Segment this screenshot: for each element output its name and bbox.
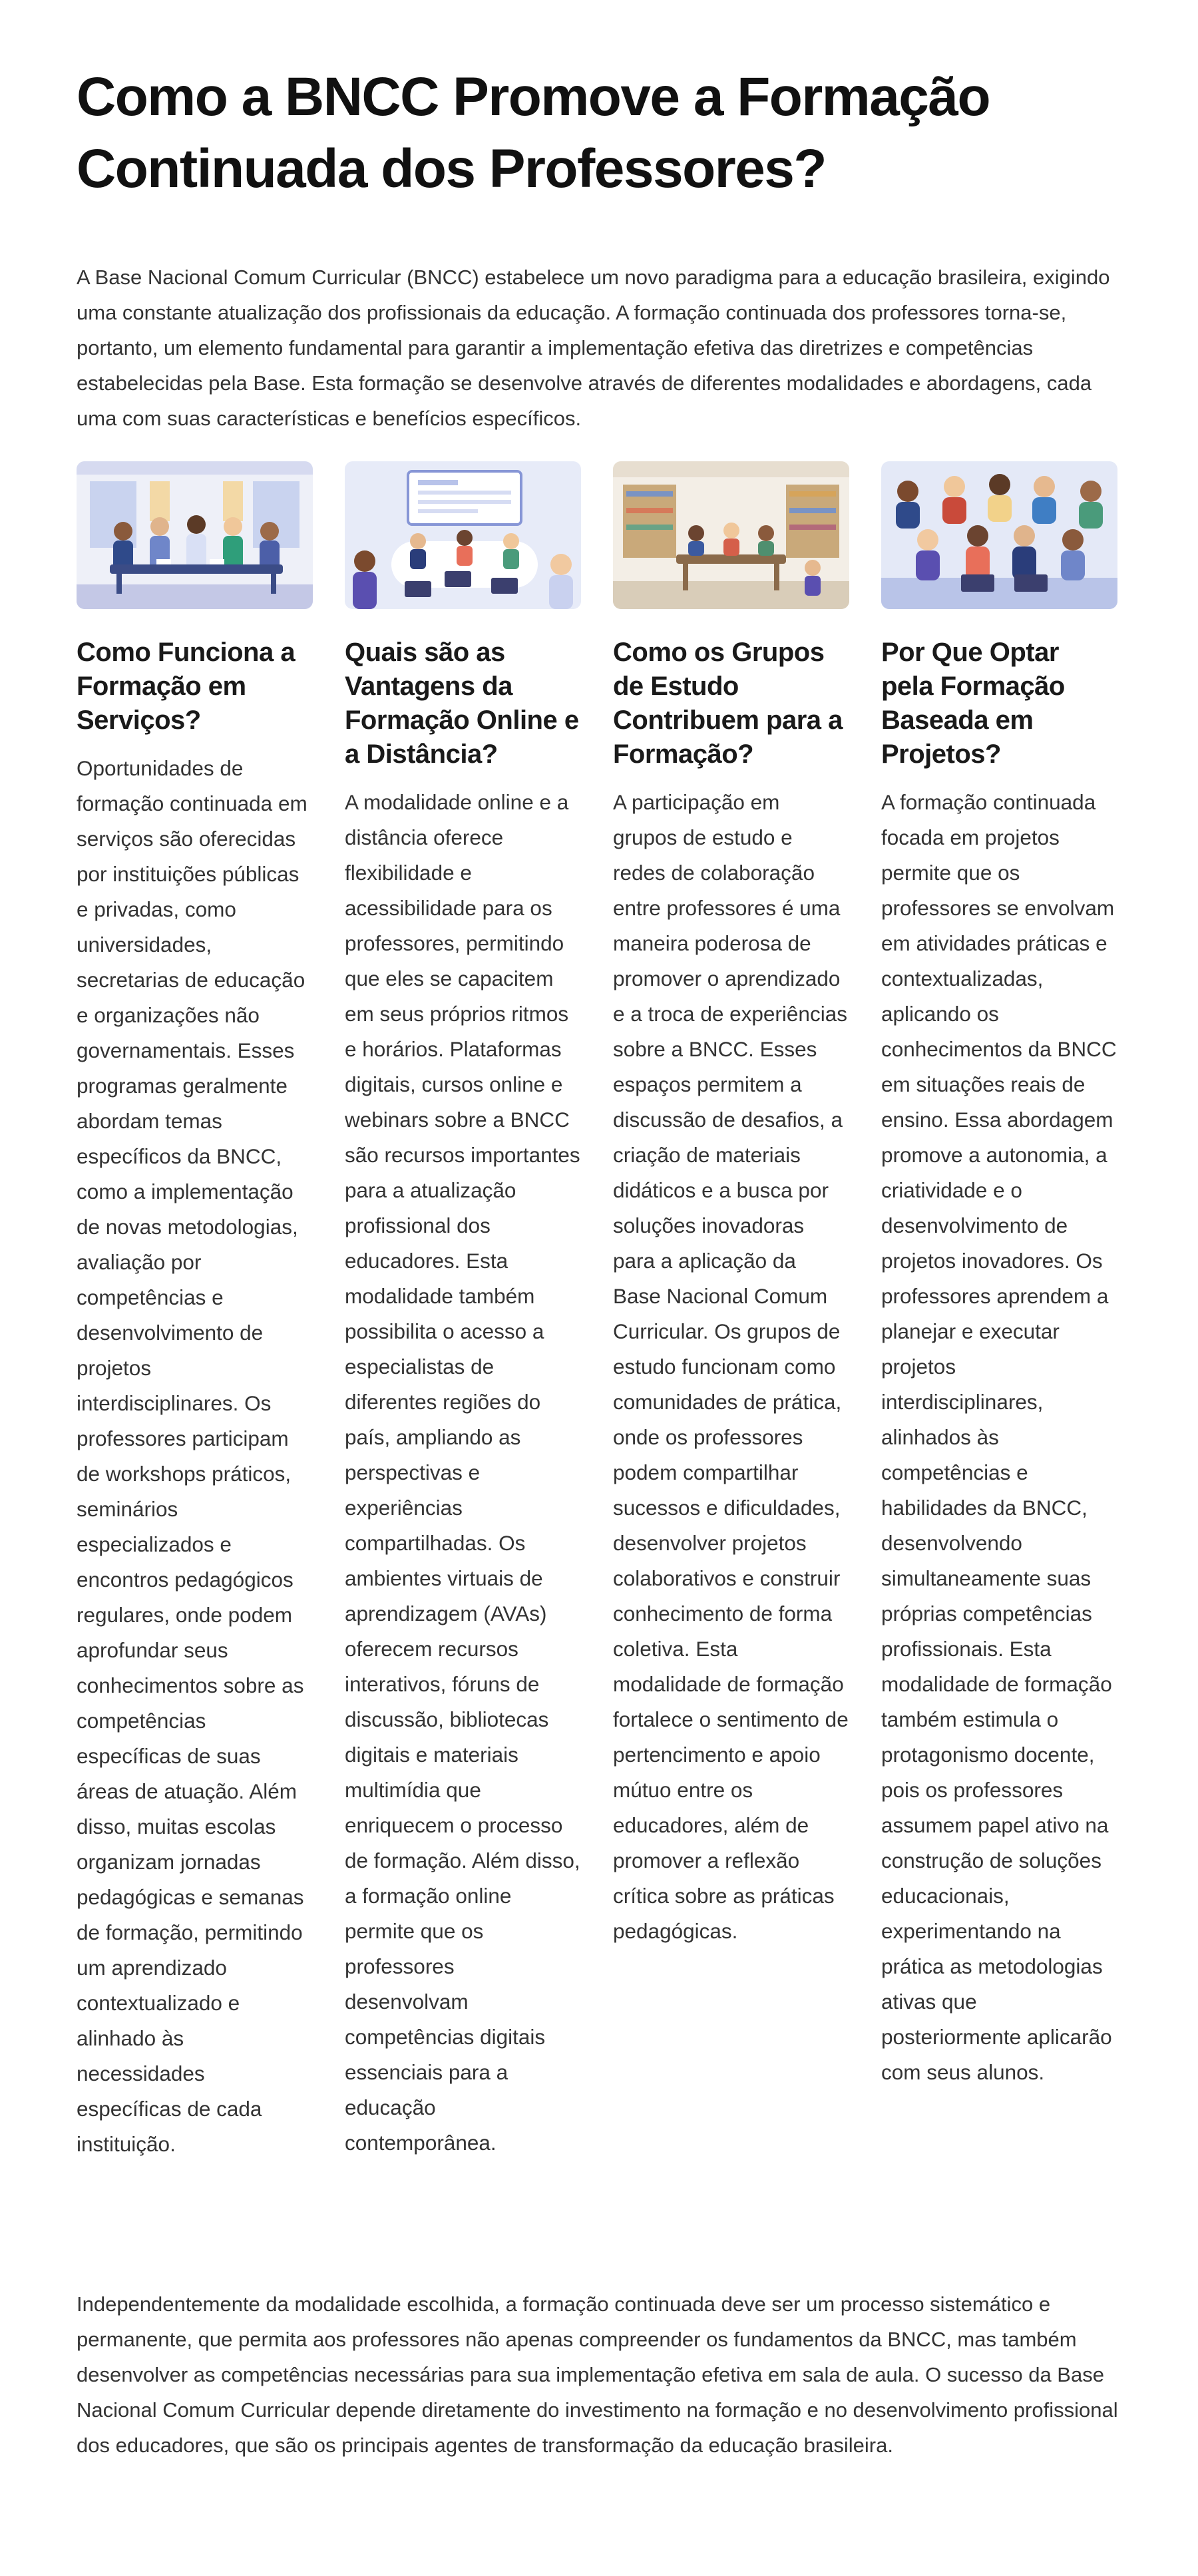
project-team-illustration	[881, 461, 1117, 609]
conclusion-paragraph: Independentemente da modalidade escolhida, a formação continuada deve ser um processo sistemático e permanente, que permita aos professores não apenas compreender os fundamentos da BNCC, mas também desenvolver as competências necessárias para sua implementação efetiva em sala de aula. O sucesso da Base Nacional Comum Curricular depende diretamente do investimento na formação e no desenvolvimento profissional dos educadores, que são os principais agentes de transformação da educação brasileira.	[77, 2292, 1118, 2457]
section-body: A participação em grupos de estudo e redes de colaboração entre professores é uma maneira poderosa de promover o aprendizado e a troca de experiências sobre a BNCC. Esses espaços permitem a discussão de desafios, a criação de materiais didáticos e a busca por soluções inovadoras para a aplicação da Base Nacional Comum Curricular. Os grupos de estudo funcionam como comunidades de prática, onde os professores podem compartilhar sucessos e dificuldades, desenvolver projetos colaborativos e construir conhecimento de forma coletiva. Esta modalidade de formação fortalece o sentimento de pertencimento e apoio mútuo entre os educadores, além de promover a reflexão crítica sobre as práticas pedagógicas.	[613, 790, 849, 1943]
section-heading: Quais são as Vantagens da Formação Online e a Distância?	[345, 638, 579, 769]
sections-grid	[77, 461, 1121, 2162]
section-heading: Por Que Optar pela Formação Baseada em Projetos?	[881, 638, 1065, 769]
in-service-meeting-illustration	[77, 461, 313, 609]
study-group-illustration	[613, 461, 849, 609]
section-card-in-service	[77, 461, 313, 2162]
intro-paragraph: A Base Nacional Comum Curricular (BNCC) estabelece um novo paradigma para a educação brasileira, exigindo uma constante atualização dos profissionais da educação. A formação continuada dos professores torna-se, portanto, um elemento fundamental para garantir a implementação efetiva das diretrizes e competências estabelecidas pela Base. Esta formação se desenvolve através de diferentes modalidades e abordagens, cada uma com suas características e benefícios específicos.	[77, 266, 1110, 430]
section-card-projects	[881, 461, 1117, 2090]
section-card-online	[345, 461, 581, 2161]
section-body: A modalidade online e a distância oferece flexibilidade e acessibilidade para os professores, permitindo que eles se capacitem em seus próprios ritmos e horários. Plataformas digitais, cursos online e webinars sobre a BNCC são recursos importantes para a atualização profissional dos educadores. Esta modalidade também possibilita o acesso a especialistas de diferentes regiões do país, ampliando as perspectivas e experiências compartilhadas. Os ambientes virtuais de aprendizagem (AVAs) oferecem recursos interativos, fóruns de discussão, bibliotecas digitais e materiais multimídia que enriquecem o processo de formação. Além disso, a formação online permite que os professores desenvolvam competências digitais essenciais para a educação contemporânea.	[345, 790, 580, 2155]
section-heading: Como os Grupos de Estudo Contribuem para a Formação?	[613, 638, 843, 769]
section-heading: Como Funciona a Formação em Serviços?	[77, 638, 296, 735]
section-card-study-groups	[613, 461, 849, 1949]
online-training-illustration	[345, 461, 581, 609]
section-body: A formação continuada focada em projetos permite que os professores se envolvam em atividades práticas e contextualizadas, aplicando os conhecimentos da BNCC em situações reais de ensino. Essa abordagem promove a autonomia, a criatividade e o desenvolvimento de projetos inovadores. Os professores aprendem a planejar e executar projetos interdisciplinares, alinhados às competências e habilidades da BNCC, desenvolvendo simultaneamente suas próprias competências profissionais. Esta modalidade de formação também estimula o protagonismo docente, pois os professores assumem papel ativo na construção de soluções educacionais, experimentando na prática as metodologias ativas que posteriormente aplicarão com seus alunos.	[881, 790, 1117, 2084]
section-body: Oportunidades de formação continuada em serviços são oferecidas por instituições públicas e privadas, como universidades, secretarias de educação e organizações não governamentais. Esses programas geralmente abordam temas específicos da BNCC, como a implementação de novas metodologias, avaliação por competências e desenvolvimento de projetos interdisciplinares. Os professores participam de workshops práticos, seminários especializados e encontros pedagógicos regulares, onde podem aprofundar seus conhecimentos sobre as competências específicas de suas áreas de atuação. Além disso, muitas escolas organizam jornadas pedagógicas e semanas de formação, permitindo um aprendizado contextualizado e alinhado às necessidades específicas de cada instituição.	[77, 756, 307, 2156]
page-title: Como a BNCC Promove a Formação Continuada dos Professores?	[77, 67, 990, 199]
